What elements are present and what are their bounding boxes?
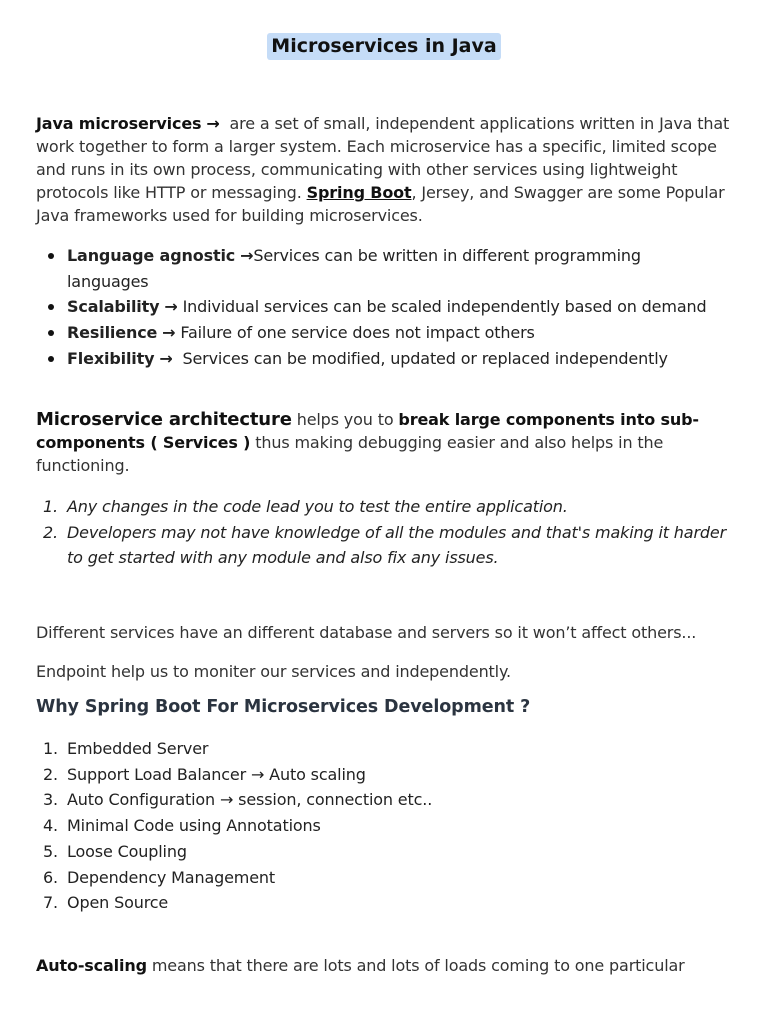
autoscaling-text: means that there are lots and lots of loads coming to one particular <box>151 956 685 975</box>
list-number: 4. <box>43 816 58 836</box>
feature-text: Services can be written in different programming <box>253 246 641 265</box>
list-item <box>36 520 736 571</box>
list-number: 2. <box>43 764 58 784</box>
reason-text: Minimal Code using Annotations <box>67 816 321 836</box>
feature-text: Failure of one service does not impact others <box>180 323 535 342</box>
feature-arrow: → <box>240 246 254 265</box>
list-item <box>36 762 736 788</box>
features-list <box>36 243 736 372</box>
reason-text: Support Load Balancer → Auto scaling <box>67 764 366 784</box>
feature-text: Individual services can be scaled independently based on demand <box>182 297 707 316</box>
list-item <box>36 494 736 520</box>
bullet-icon <box>48 304 54 310</box>
architecture-paragraph <box>36 408 736 477</box>
list-item <box>36 839 736 865</box>
autoscaling-paragraph <box>36 954 736 977</box>
reason-text: Dependency Management <box>67 867 276 887</box>
feature-arrow: → <box>159 349 173 368</box>
bullet-icon <box>48 253 54 259</box>
intro-term: Java microservices <box>36 114 202 133</box>
architecture-text-2: thus making debugging easier and also helps in the functioning. <box>36 433 664 475</box>
reason-text: Embedded Server <box>67 739 209 758</box>
feature-arrow: → <box>164 297 178 316</box>
autoscaling-term: Auto-scaling <box>36 956 147 975</box>
list-item <box>36 787 736 813</box>
title-container <box>0 33 768 60</box>
bullet-icon <box>48 356 54 362</box>
architecture-text: helps you to <box>296 410 394 429</box>
note-endpoint: Endpoint help us to moniter our services and independently. <box>36 662 511 681</box>
problem-text: Any changes in the code lead you to test the entire application. <box>67 497 568 516</box>
reason-text: Loose Coupling <box>67 841 187 861</box>
list-item <box>36 320 736 346</box>
list-number: 1. <box>43 739 58 758</box>
spring-boot-link[interactable]: Spring Boot <box>306 183 412 202</box>
list-item <box>36 890 736 916</box>
feature-arrow: → <box>162 323 176 342</box>
list-number: 3. <box>43 790 58 810</box>
list-number: 6. <box>43 867 58 887</box>
bullet-icon <box>48 330 54 336</box>
list-item <box>36 243 736 294</box>
problem-text: Developers may not have knowledge of all the modules and that's making it harder to get started with any module and also fix any issues. <box>67 522 727 567</box>
list-number: 1. <box>43 497 58 516</box>
reason-text: Auto Configuration → session, connection etc.. <box>67 790 433 810</box>
list-item <box>36 346 736 372</box>
list-item <box>36 736 736 762</box>
problems-list <box>36 494 736 571</box>
reasons-list <box>36 736 736 916</box>
feature-term: Language agnostic <box>67 246 236 265</box>
list-item <box>36 813 736 839</box>
list-item <box>36 294 736 320</box>
list-number: 5. <box>43 841 58 861</box>
page-title: Microservices in Java <box>267 33 500 60</box>
intro-paragraph <box>36 112 736 227</box>
intro-arrow: → <box>206 114 220 133</box>
architecture-term: Microservice architecture <box>36 409 292 430</box>
list-number: 7. <box>43 893 58 913</box>
architecture-bold: break large components into sub-components ( Services ) <box>36 410 699 452</box>
note-different-services: Different services have an different database and servers so it won’t affect others... <box>36 623 697 642</box>
list-number: 2. <box>43 522 58 542</box>
feature-term: Flexibility <box>67 349 155 368</box>
reason-text: Open Source <box>67 893 169 913</box>
feature-term: Resilience <box>67 323 158 342</box>
feature-term: Scalability <box>67 297 160 316</box>
why-spring-boot-heading: Why Spring Boot For Microservices Development ? <box>36 697 531 717</box>
feature-text-cont: languages <box>67 272 149 291</box>
feature-text: Services can be modified, updated or replaced independently <box>182 349 668 368</box>
intro-text: are a set of small, independent applications written in Java that work together to form a larger system. Each microservice has a specific, limited scope and runs in its own process, communicating with other services using lightweight protocols like HTTP or messaging. <box>36 114 730 202</box>
list-item <box>36 865 736 891</box>
intro-text-2: , Jersey, and Swagger are some Popular Java frameworks used for building microservices. <box>36 183 725 225</box>
